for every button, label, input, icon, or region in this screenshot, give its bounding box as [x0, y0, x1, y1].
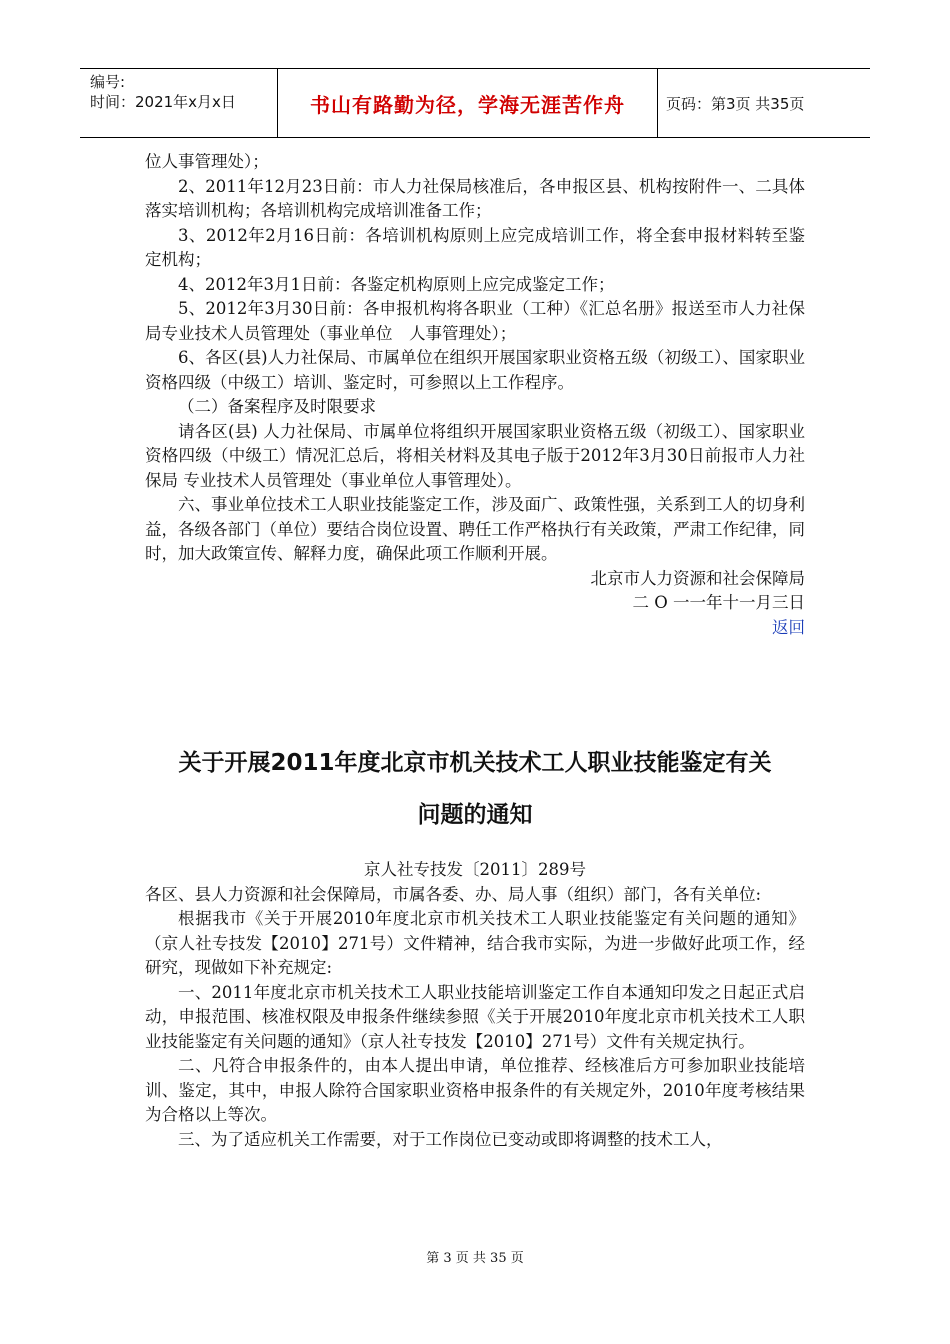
number-label: 编号: [90, 73, 126, 91]
signature-date: 二 O 一一年十一月三日 [632, 593, 805, 612]
notice-title-line2: 问题的通知 [417, 802, 533, 828]
back-link[interactable]: 返回 [772, 617, 805, 637]
upper-content [145, 150, 805, 640]
paragraph: 6、各区(县)人力社保局、市属单位在组织开展国家职业资格五级（初级工）、国家职业资格四级（中级工）培训、鉴定时，可参照以上工作程序。 [145, 348, 805, 392]
section-heading: （二）备案程序及时限要求 [178, 397, 376, 416]
page-footer: 第 3 页 共 35 页 [426, 1251, 524, 1266]
signature-org: 北京市人力资源和社会保障局 [590, 568, 805, 588]
notice-body [145, 858, 805, 1152]
paragraph: 4、2012年3月1日前：各鉴定机构原则上应完成鉴定工作； [178, 274, 615, 294]
paragraph: 根据我市《关于开展2010年度北京市机关技术工人职业技能鉴定有关问题的通知》（京人社专技发【2010】271号）文件精神，结合我市实际，为进一步做好此项工作，经研究，现做如下补充规定: [145, 909, 805, 977]
paragraph: 三、为了适应机关工作需要，对于工作岗位已变动或即将调整的技术工人， [178, 1129, 723, 1149]
page-info: 页码：第3页 共35页 [666, 94, 805, 113]
notice-title-line1: 关于开展2011年度北京市机关技术工人职业技能鉴定有关 [178, 750, 772, 776]
time-label: 时间：2021年x月x日 [90, 93, 236, 111]
doc-number: 京人社专技发〔2011〕289号 [364, 860, 586, 879]
paragraph: 六、事业单位技术工人职业技能鉴定工作，涉及面广、政策性强，关系到工人的切身利益，各级各部门（单位）要结合岗位设置、聘任工作严格执行有关政策，严肃工作纪律，同时，加大政策宣传、解释力度，确保此项工作顺利开展。 [145, 495, 805, 563]
paragraph: 请各区(县) 人力社保局、市属单位将组织开展国家职业资格五级（初级工）、国家职业资格四级（中级工）情况汇总后，将相关材料及其电子版于2012年3月30日前报市人力社保局 专业技术人员管理处（事业单位人事管理处）。 [145, 421, 805, 490]
paragraph: 3、2012年2月16日前：各培训机构原则上应完成培训工作，将全套申报材料转至鉴定机构； [145, 225, 805, 269]
addressee: 各区、县人力资源和社会保障局，市属各委、办、局人事（组织）部门，各有关单位: [145, 884, 762, 904]
motto: 书山有路勤为径，学海无涯苦作舟 [278, 69, 658, 137]
page-header [80, 68, 870, 138]
paragraph: 2、2011年12月23日前：市人力社保局核准后，各申报区县、机构按附件一、二具体落实培训机构；各培训机构完成培训准备工作； [145, 176, 805, 220]
paragraph: 位人事管理处）； [145, 152, 269, 171]
paragraph: 5、2012年3月30日前：各申报机构将各职业（工种）《汇总名册》报送至市人力社保局专业技术人员管理处（事业单位 人事管理处）； [145, 299, 805, 343]
paragraph: 一、2011年度北京市机关技术工人职业技能培训鉴定工作自本通知印发之日起正式启动，申报范围、核准权限及申报条件继续参照《关于开展2010年度北京市机关技术工人职业技能鉴定有关问题的通知》（京人社专技发【2010】271号）文件有关规定执行。 [145, 982, 805, 1051]
header-meta [80, 69, 278, 137]
paragraph: 二、凡符合申报条件的，由本人提出申请，单位推荐、经核准后方可参加职业技能培训、鉴定，其中，申报人除符合国家职业资格申报条件的有关规定外，2010年度考核结果为合格以上等次。 [145, 1056, 805, 1124]
